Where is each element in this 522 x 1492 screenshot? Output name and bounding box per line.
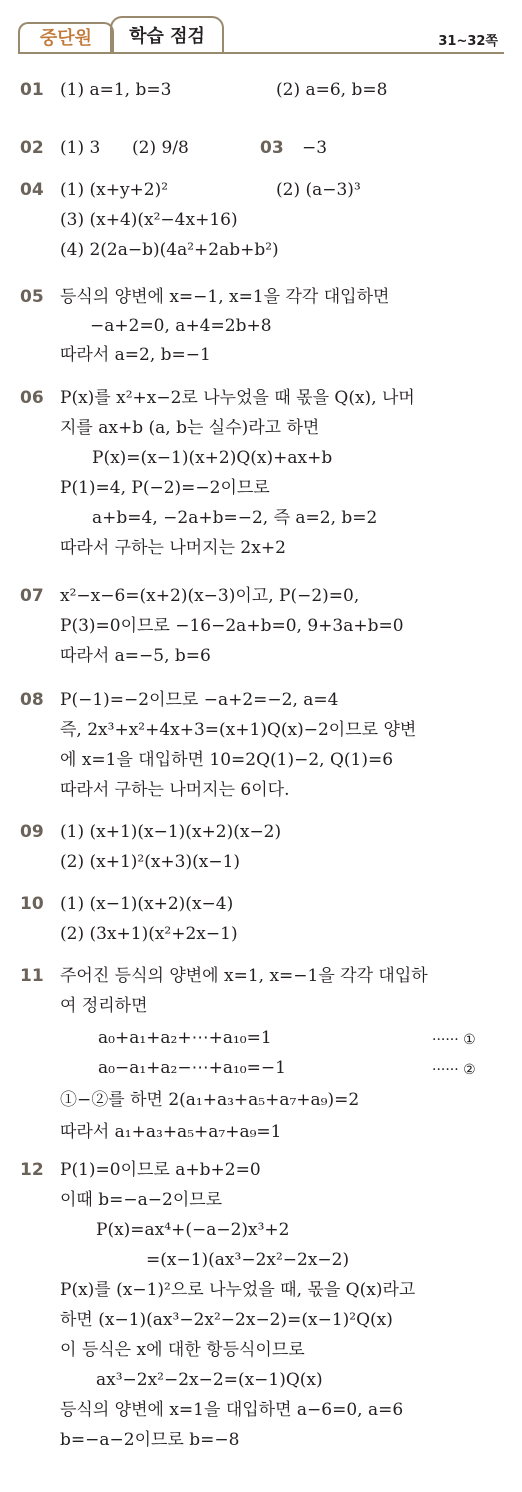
solution-line: 따라서 구하는 나머지는 6이다. [60,780,290,800]
problem-number: 07 [20,586,44,606]
solution-line: 주어진 등식의 양변에 x=1, x=−1을 각각 대입하 [60,966,428,986]
solution-line: b=−a−2이므로 b=−8 [60,1430,240,1450]
header-rule [18,52,504,54]
solution-line: P(x)를 x²+x−2로 나누었을 때 몫을 Q(x), 나머 [60,388,415,408]
solution-line: ①−②를 하면 2(a₁+a₃+a₅+a₇+a₉)=2 [60,1090,360,1110]
solution-line: 등식의 양변에 x=1을 대입하면 a−6=0, a=6 [60,1400,404,1420]
answer-line: (1) a=1, b=3 [60,80,172,100]
solution-line: 따라서 a=−5, b=6 [60,646,211,666]
solution-line: 하면 (x−1)(ax³−2x²−2x−2)=(x−1)²Q(x) [60,1310,393,1330]
problem-number: 09 [20,822,44,842]
solution-line: ax³−2x²−2x−2=(x−1)Q(x) [96,1370,323,1390]
problem-number: 12 [20,1160,44,1180]
answer-line: (2) (x+1)²(x+3)(x−1) [60,852,241,872]
problem-number: 01 [20,80,44,100]
solution-line: 이 등식은 x에 대한 항등식이므로 [60,1340,305,1360]
solution-line: 따라서 구하는 나머지는 2x+2 [60,538,286,558]
page-range: 31~32쪽 [438,34,498,49]
solution-line: a₀+a₁+a₂+⋯+a₁₀=1 [98,1028,272,1048]
problem-number: 03 [260,138,284,158]
problem-number: 04 [20,180,44,200]
solution-line: 이때 b=−a−2이므로 [60,1190,223,1210]
solution-line: 즉, 2x³+x²+4x+3=(x+1)Q(x)−2이므로 양변 [60,720,417,740]
answer-line: (2) 9/8 [132,138,189,158]
section-header [18,12,504,60]
answer-line: (1) (x+y+2)² [60,180,169,200]
problem-number: 08 [20,690,44,710]
solution-line: 에 x=1을 대입하면 10=2Q(1)−2, Q(1)=6 [60,750,394,770]
solution-line: 따라서 a₁+a₃+a₅+a₇+a₉=1 [60,1122,282,1142]
solution-line: P(x)=ax⁴+(−a−2)x³+2 [96,1220,290,1240]
solution-line: P(1)=0이므로 a+b+2=0 [60,1160,261,1180]
solution-line: −a+2=0, a+4=2b+8 [90,316,272,336]
problem-number: 06 [20,388,44,408]
equation-marker: ······ ① [432,1032,476,1048]
answer-line: (1) (x−1)(x+2)(x−4) [60,894,234,914]
solution-line: x²−x−6=(x+2)(x−3)이고, P(−2)=0, [60,586,360,606]
answer-line: (2) a=6, b=8 [276,80,388,100]
answer-line: (4) 2(2a−b)(4a²+2ab+b²) [60,240,279,260]
problem-number: 05 [20,287,44,307]
solution-line: P(1)=4, P(−2)=−2이므로 [60,478,270,498]
answer-line: −3 [302,138,328,158]
answer-line: (3) (x+4)(x²−4x+16) [60,210,238,230]
problem-number: 10 [20,894,44,914]
answer-line: (2) (a−3)³ [276,180,361,200]
unit-tab: 중단원 [18,22,114,54]
solution-line: P(x)=(x−1)(x+2)Q(x)+ax+b [92,448,333,468]
solution-line: P(3)=0이므로 −16−2a+b=0, 9+3a+b=0 [60,616,404,636]
solution-line: P(x)를 (x−1)²으로 나누었을 때, 몫을 Q(x)라고 [60,1280,416,1300]
answer-line: (1) (x+1)(x−1)(x+2)(x−2) [60,822,282,842]
solution-line: a₀−a₁+a₂−⋯+a₁₀=−1 [98,1058,286,1078]
solution-line: =(x−1)(ax³−2x²−2x−2) [146,1250,350,1270]
solution-line: P(−1)=−2이므로 −a+2=−2, a=4 [60,690,339,710]
title-tab: 학습 점검 [110,16,224,54]
problem-number: 02 [20,138,44,158]
solution-line: 여 정리하면 [60,996,148,1016]
solution-line: a+b=4, −2a+b=−2, 즉 a=2, b=2 [92,508,378,528]
answer-line: (2) (3x+1)(x²+2x−1) [60,924,238,944]
answer-line: (1) 3 [60,138,101,158]
problem-number: 11 [20,966,44,986]
equation-marker: ······ ② [432,1062,476,1078]
solution-line: 따라서 a=2, b=−1 [60,345,211,365]
solution-line: 등식의 양변에 x=−1, x=1을 각각 대입하면 [60,287,390,307]
solution-line: 지를 ax+b (a, b는 실수)라고 하면 [60,418,320,438]
